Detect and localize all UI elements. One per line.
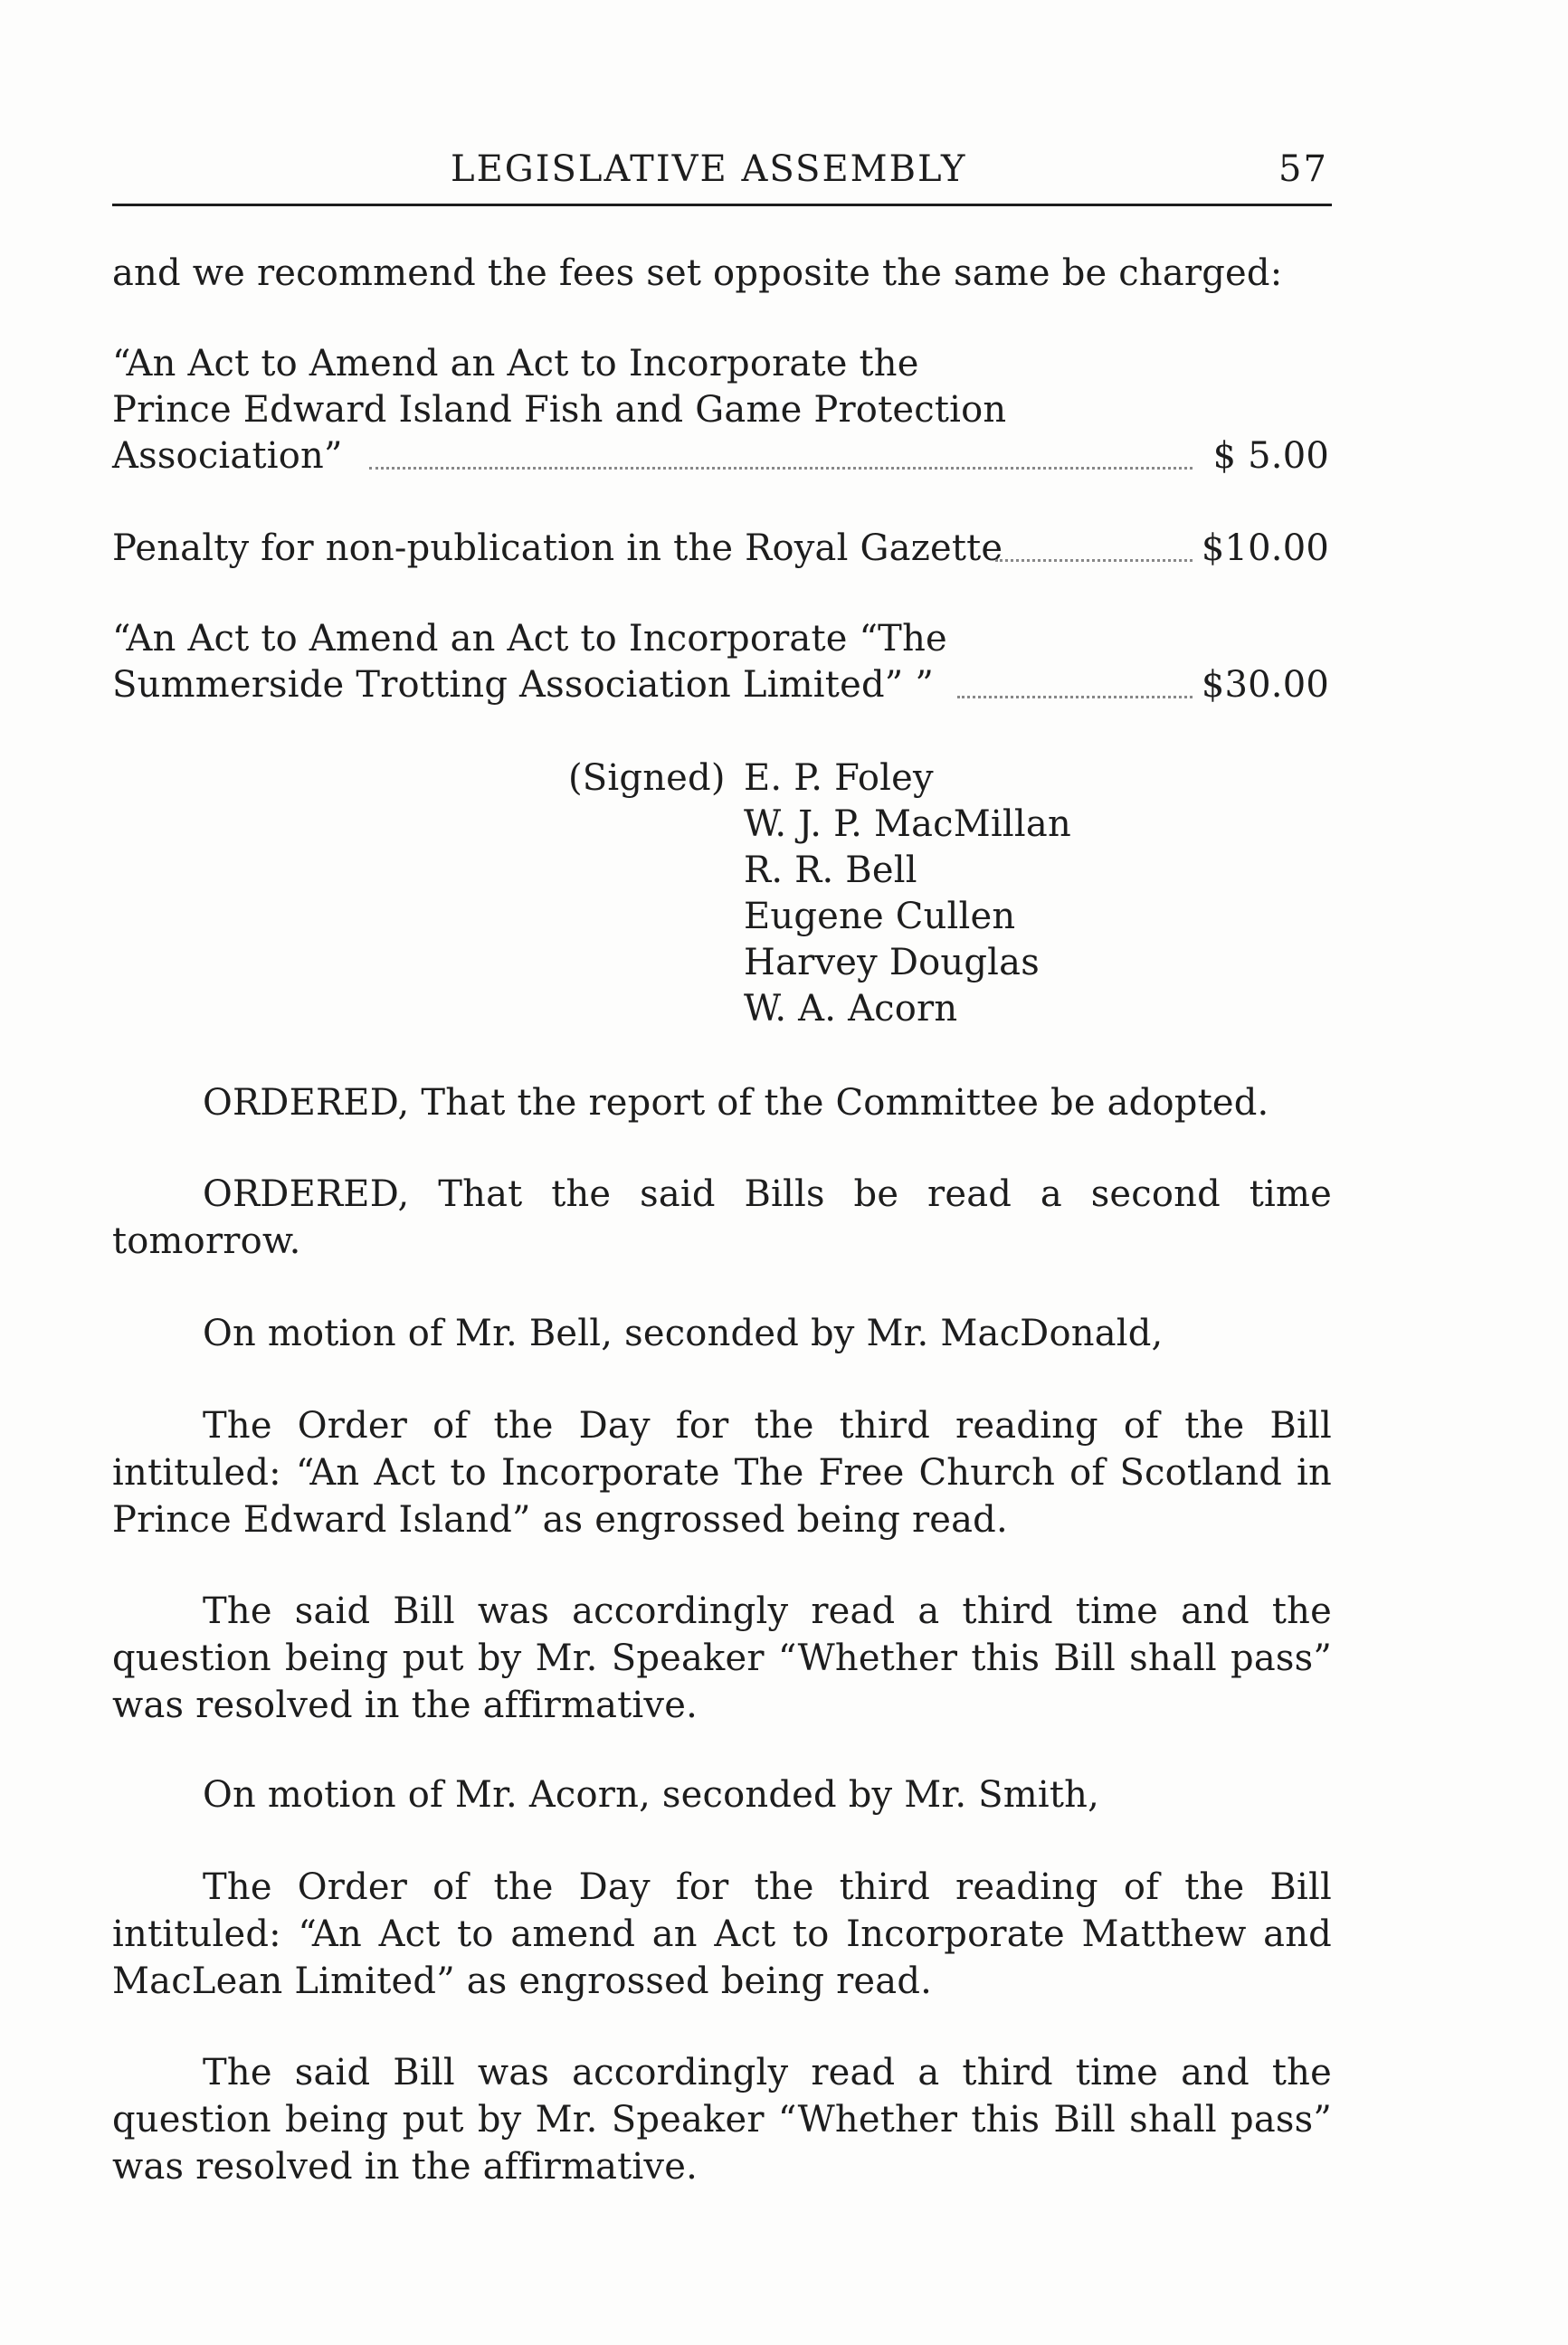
signatory-name: Eugene Cullen — [744, 896, 1016, 937]
page-number: 57 — [1278, 148, 1328, 190]
fee-2-line-1: Penalty for non-publication in the Royal Gazette — [112, 527, 1003, 569]
fee-1-leader — [369, 467, 1193, 470]
fee-2-leader — [995, 559, 1193, 562]
fee-3-amount: $30.00 — [1201, 664, 1329, 706]
signed-label: (Signed) — [568, 757, 726, 799]
fee-2-amount: $10.00 — [1201, 527, 1329, 569]
bill-passed-matthew-maclean: The said Bill was accordingly read a third time and the question being put by Mr. Speaker “Whether this Bill shall pass” was resolved in the affirmative. — [112, 2052, 1332, 2188]
order-of-day-matthew-maclean: The Order of the Day for the third reading of the Bill intituled: “An Act to amend an Act to Incorporate Matthew and MacLean Limited” as engrossed being read. — [112, 1866, 1332, 2002]
signatory-name: W. A. Acorn — [744, 988, 958, 1030]
motion-acorn: On motion of Mr. Acorn, seconded by Mr. Smith, — [203, 1774, 1100, 1816]
signatory-name: R. R. Bell — [744, 850, 917, 891]
fee-3-line-1: “An Act to Amend an Act to Incorporate “The — [112, 618, 947, 660]
signatory-name: W. J. P. MacMillan — [744, 803, 1071, 845]
signatory-name: E. P. Foley — [744, 757, 934, 799]
order-of-day-free-church: The Order of the Day for the third reading of the Bill intituled: “An Act to Incorporate The Free Church of Scotland in Prince Edward Island” as engrossed being read. — [112, 1405, 1332, 1541]
motion-bell: On motion of Mr. Bell, seconded by Mr. MacDonald, — [203, 1313, 1164, 1354]
header-rule — [112, 204, 1332, 206]
bill-passed-free-church: The said Bill was accordingly read a third time and the question being put by Mr. Speaker “Whether this Bill shall pass” was resolved in the affirmative. — [112, 1590, 1332, 1726]
ordered-second-reading: ORDERED, That the said Bills be read a second time tomorrow. — [112, 1173, 1332, 1262]
fee-1-line-3: Association” — [112, 435, 343, 477]
fee-1-amount: $ 5.00 — [1212, 435, 1329, 477]
ordered-report-adopted: ORDERED, That the report of the Committee be adopted. — [203, 1082, 1269, 1124]
fee-1-line-2: Prince Edward Island Fish and Game Protection — [112, 389, 1007, 431]
fee-3-line-2: Summerside Trotting Association Limited” ” — [112, 664, 934, 706]
fee-1-line-1: “An Act to Amend an Act to Incorporate the — [112, 343, 919, 385]
signatory-name: Harvey Douglas — [744, 942, 1040, 983]
fee-3-leader — [957, 696, 1193, 698]
running-header-title: LEGISLATIVE ASSEMBLY — [451, 148, 967, 190]
intro-line: and we recommend the fees set opposite the same be charged: — [112, 252, 1283, 294]
